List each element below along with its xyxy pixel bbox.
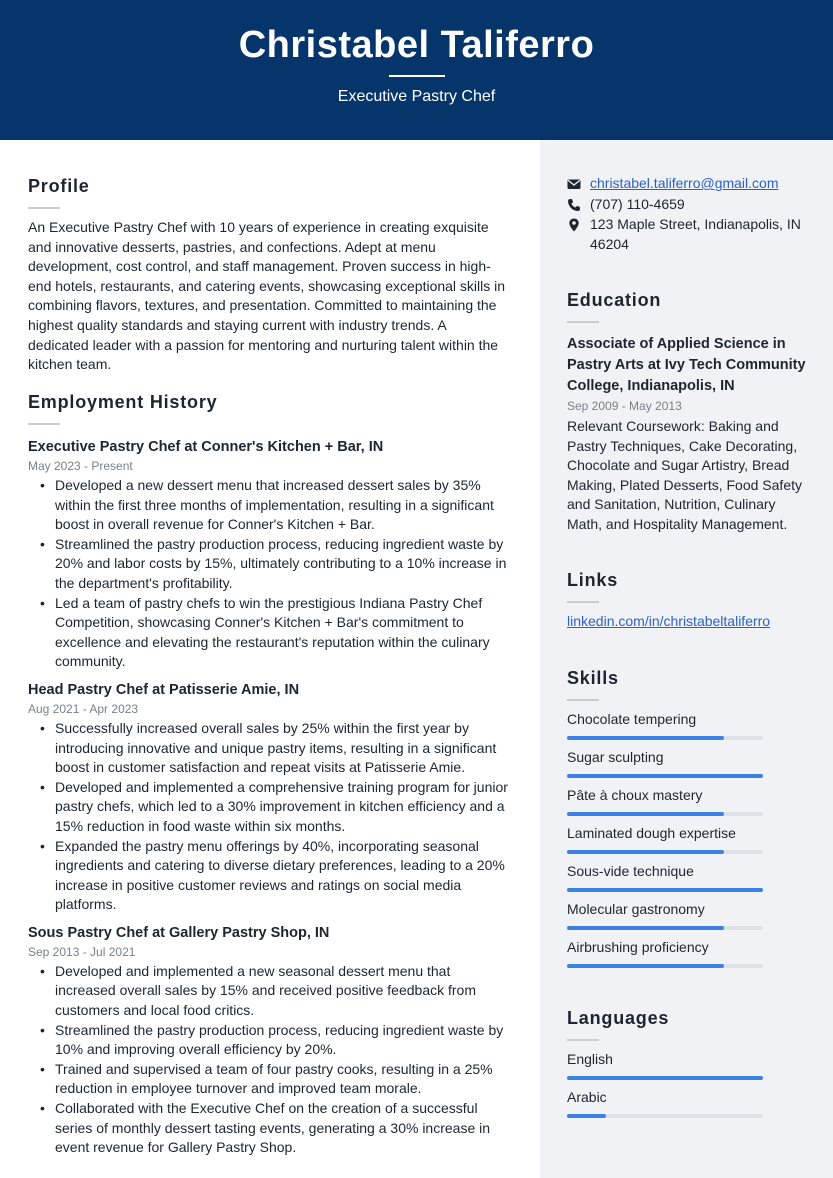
map-pin-icon bbox=[567, 218, 581, 232]
language-item bbox=[567, 1050, 812, 1088]
languages-list bbox=[567, 1050, 812, 1126]
job-bullet: • Developed a new dessert menu that increased dessert sales by 35% within the first three months of implementation, resulting in a significant boost in overall revenue for Conner's Kitchen + Bar. bbox=[28, 476, 508, 535]
skill-bar-fill bbox=[567, 736, 724, 740]
skill-item bbox=[567, 938, 812, 976]
language-label: English bbox=[567, 1051, 613, 1067]
language-bar-fill bbox=[567, 1114, 606, 1118]
skill-bar-fill bbox=[567, 964, 724, 968]
job-bullets bbox=[28, 476, 508, 672]
coursework-text: Relevant Coursework: Baking and Pastry Techniques, Cake Decorating, Chocolate and Sugar Artistry, Bread Making, Plated Desserts, Food Safety and Sanitation, Nutrition, Culinary Math, and Hospitality Management. bbox=[567, 418, 802, 532]
job-date: May 2023 - Present bbox=[28, 459, 133, 473]
candidate-name: Christabel Taliferro bbox=[238, 24, 595, 66]
envelope-icon bbox=[567, 177, 581, 191]
skill-bar-fill bbox=[567, 888, 763, 892]
skill-item bbox=[567, 786, 812, 824]
section-divider bbox=[567, 601, 599, 603]
job-bullet: • Developed and implemented a new seasonal dessert menu that increased overall sales by 15% and received positive feedback from customers and local food critics. bbox=[28, 962, 508, 1021]
language-item bbox=[567, 1088, 812, 1126]
contact-email bbox=[567, 174, 807, 194]
contact-phone bbox=[567, 195, 807, 215]
skill-bar-fill bbox=[567, 774, 763, 778]
skill-bar-fill bbox=[567, 812, 724, 816]
section-divider bbox=[567, 699, 599, 701]
education-heading: Education bbox=[567, 290, 662, 310]
skill-bar-track bbox=[567, 926, 763, 930]
contact-address bbox=[567, 215, 807, 254]
phone-icon bbox=[567, 198, 581, 212]
section-divider bbox=[28, 423, 60, 425]
skill-bar-track bbox=[567, 888, 763, 892]
job-title: Sous Pastry Chef at Gallery Pastry Shop, IN bbox=[28, 924, 330, 941]
profile-heading: Profile bbox=[28, 176, 90, 196]
skill-item bbox=[567, 748, 812, 786]
job-entry bbox=[28, 680, 508, 915]
skill-bar-track bbox=[567, 774, 763, 778]
job-date: Sep 2013 - Jul 2021 bbox=[28, 944, 136, 959]
job-bullets bbox=[28, 719, 508, 915]
language-bar-track bbox=[567, 1114, 763, 1118]
job-bullet: • Successfully increased overall sales by 25% within the first year by introducing innovative and unique pastry items, resulting in a significant boost in customer satisfaction and repeat visits at Patisserie Amie. bbox=[28, 719, 508, 778]
section-divider bbox=[28, 207, 60, 209]
job-bullet: • Collaborated with the Executive Chef on the creation of a successful series of monthly dessert tasting events, generating a 30% increase in event revenue for Gallery Pastry Shop. bbox=[28, 1099, 508, 1158]
section-divider bbox=[567, 1039, 599, 1041]
profile-section bbox=[28, 176, 508, 375]
skill-item bbox=[567, 900, 812, 938]
skill-item bbox=[567, 710, 812, 748]
education-section bbox=[567, 290, 812, 535]
skill-label: Molecular gastronomy bbox=[567, 901, 705, 917]
skill-item bbox=[567, 824, 812, 862]
skill-label: Pâte à choux mastery bbox=[567, 787, 703, 803]
job-bullet: • Developed and implemented a comprehensive training program for junior pastry chefs, which led to a 30% improvement in kitchen efficiency and a 15% reduction in food waste within six months. bbox=[28, 778, 508, 837]
skill-bar-track bbox=[567, 812, 763, 816]
job-bullet: • Trained and supervised a team of four pastry cooks, resulting in a 25% reduction in employee turnover and improved team morale. bbox=[28, 1060, 508, 1099]
candidate-title: Executive Pastry Chef bbox=[337, 88, 496, 105]
job-bullet: • Streamlined the pastry production process, reducing ingredient waste by 10% and improving overall efficiency by 20%. bbox=[28, 1021, 508, 1060]
skills-list bbox=[567, 710, 812, 976]
skill-label: Airbrushing proficiency bbox=[567, 939, 709, 955]
skills-heading: Skills bbox=[567, 668, 619, 688]
job-entry bbox=[28, 437, 508, 672]
job-date: Aug 2021 - Apr 2023 bbox=[28, 701, 139, 716]
phone-number: (707) 110-4659 bbox=[590, 195, 685, 212]
job-title: Executive Pastry Chef at Conner's Kitchen + Bar, IN bbox=[28, 439, 384, 455]
skill-label: Chocolate tempering bbox=[567, 711, 697, 727]
language-bar-fill bbox=[567, 1076, 763, 1080]
skill-label: Laminated dough expertise bbox=[567, 825, 736, 841]
language-label: Arabic bbox=[567, 1089, 607, 1105]
skill-item bbox=[567, 862, 812, 900]
job-bullet: • Led a team of pastry chefs to win the prestigious Indiana Pastry Chef Competition, showcasing Conner's Kitchen + Bar's commitment to excellence and elevating the restaurant's reputation within the culinary community. bbox=[28, 594, 508, 672]
skill-bar-fill bbox=[567, 850, 724, 854]
skill-bar-track bbox=[567, 736, 763, 740]
linkedin-link[interactable]: linkedin.com/in/christabeltaliferro bbox=[567, 613, 771, 629]
job-entry bbox=[28, 923, 508, 1158]
links-heading: Links bbox=[567, 570, 619, 590]
sidebar bbox=[540, 140, 833, 1178]
skill-bar-track bbox=[567, 964, 763, 968]
employment-heading: Employment History bbox=[28, 392, 218, 412]
profile-text: An Executive Pastry Chef with 10 years of experience in creating exquisite and innovative desserts, pastries, and confections. Adept at menu development, cost control, and staff management. Proven success in high-end hotels, restaurants, and catering events, showcasing exceptional skills in combining flavors, textures, and presentation. Committed to maintaining the highest quality standards and staying current with industry trends. A dedicated leader with a passion for mentoring and nurturing talent within the kitchen team. bbox=[28, 219, 506, 373]
job-title: Head Pastry Chef at Patisserie Amie, IN bbox=[28, 681, 300, 698]
degree-title: Associate of Applied Science in Pastry Arts at Ivy Tech Community College, Indianapolis, IN bbox=[567, 336, 806, 394]
address-text: 123 Maple Street, Indianapolis, IN 46204 bbox=[590, 216, 801, 252]
links-section bbox=[567, 570, 812, 631]
skills-section bbox=[567, 668, 812, 976]
skill-bar-track bbox=[567, 850, 763, 854]
language-bar-track bbox=[567, 1076, 763, 1080]
education-date: Sep 2009 - May 2013 bbox=[567, 399, 682, 413]
email-link[interactable]: christabel.taliferro@gmail.com bbox=[590, 175, 779, 191]
resume-header bbox=[0, 0, 833, 140]
skill-label: Sous-vide technique bbox=[567, 863, 694, 879]
employment-section bbox=[28, 392, 508, 1158]
job-bullet: • Expanded the pastry menu offerings by 40%, incorporating seasonal ingredients and catering to diverse dietary preferences, leading to a 20% increase in positive customer reviews and ratings on social media platforms. bbox=[28, 837, 508, 915]
section-divider bbox=[567, 321, 599, 323]
languages-section bbox=[567, 1008, 812, 1126]
skill-bar-fill bbox=[567, 926, 724, 930]
languages-heading: Languages bbox=[567, 1008, 670, 1028]
job-bullets bbox=[28, 962, 508, 1158]
skill-label: Sugar sculpting bbox=[567, 749, 664, 765]
contact-section bbox=[567, 174, 807, 255]
header-divider bbox=[389, 75, 445, 77]
job-bullet: • Streamlined the pastry production process, reducing ingredient waste by 20% and labor costs by 15%, ultimately contributing to a 10% increase in the department's profitability. bbox=[28, 535, 508, 594]
